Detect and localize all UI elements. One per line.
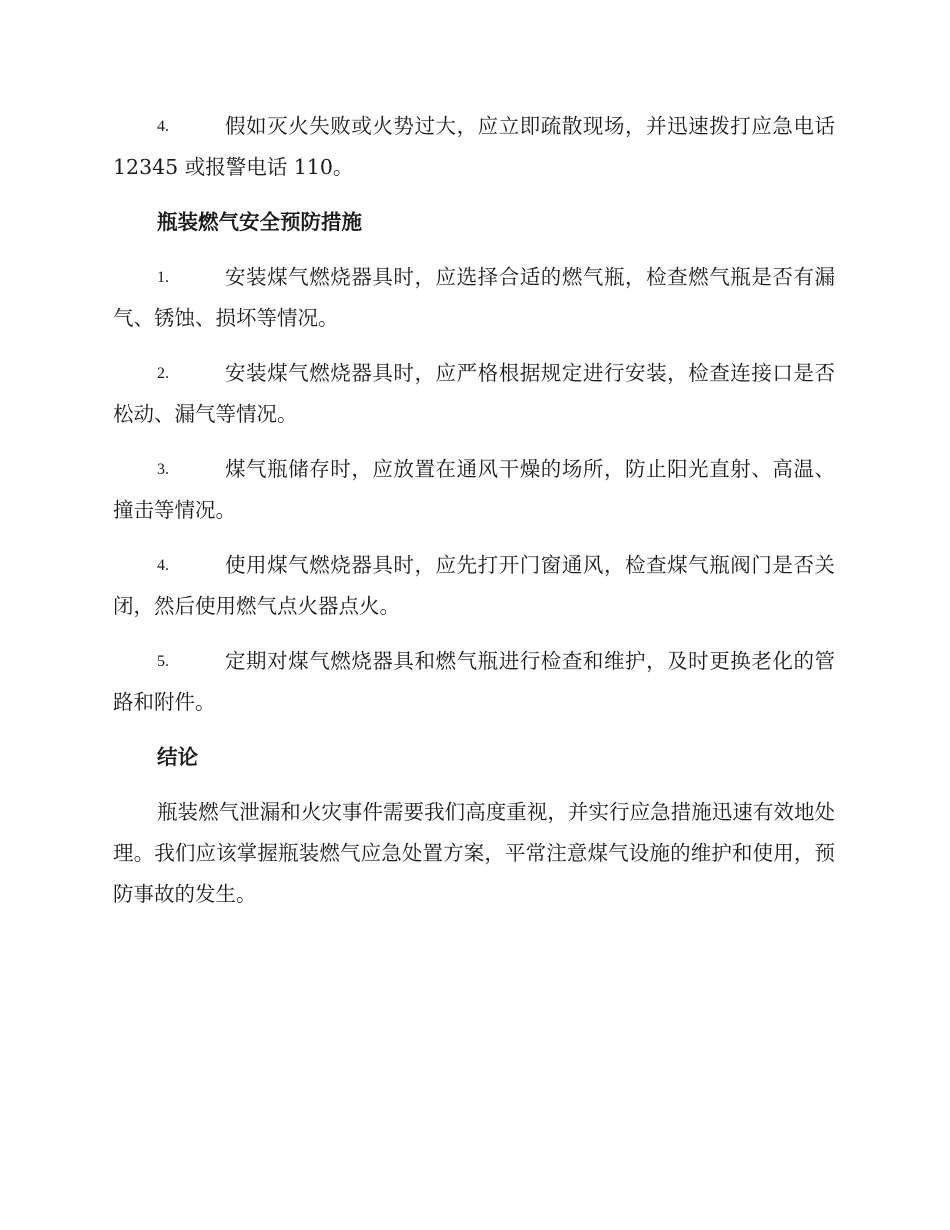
list-text: 假如灭火失败或火势过大，应立即疏散现场，并迅速拨打应急电话 12345 或报警电话 110。 [113,114,835,179]
list-number: 4. [157,118,169,135]
list-number: 2. [157,365,169,382]
list-number: 4. [157,557,169,574]
list-text: 使用煤气燃烧器具时，应先打开门窗通风，检查煤气瓶阀门是否关闭，然后使用燃气点火器点火。 [113,553,835,618]
section-heading-prevention: 瓶装燃气安全预防措施 [157,210,362,234]
list-text: 安装煤气燃烧器具时，应选择合适的燃气瓶，检查燃气瓶是否有漏气、锈蚀、损坏等情况。 [113,265,835,330]
list-text: 煤气瓶储存时，应放置在通风干燥的场所，防止阳光直射、高温、撞击等情况。 [113,457,835,522]
document-page [113,106,835,929]
list-item-4-fire-evacuation [113,106,835,188]
list-number: 1. [157,269,169,286]
list-number: 3. [157,461,169,478]
list-text: 定期对煤气燃烧器具和燃气瓶进行检查和维护，及时更换老化的管路和附件。 [113,649,835,714]
list-number: 5. [157,653,169,670]
list-item-2-installation [113,353,835,435]
section-heading-conclusion: 结论 [157,745,198,769]
list-item-3-storage [113,449,835,531]
conclusion-paragraph: 瓶装燃气泄漏和火灾事件需要我们高度重视，并实行应急措施迅速有效地处理。我们应该掌握瓶装燃气应急处置方案，平常注意煤气设施的维护和使用，预防事故的发生。 [113,800,835,906]
list-item-4-ventilation [113,545,835,627]
list-text: 安装煤气燃烧器具时，应严格根据规定进行安装，检查连接口是否松动、漏气等情况。 [113,361,835,426]
list-item-5-maintenance [113,641,835,723]
list-item-1-cylinder-selection [113,257,835,339]
